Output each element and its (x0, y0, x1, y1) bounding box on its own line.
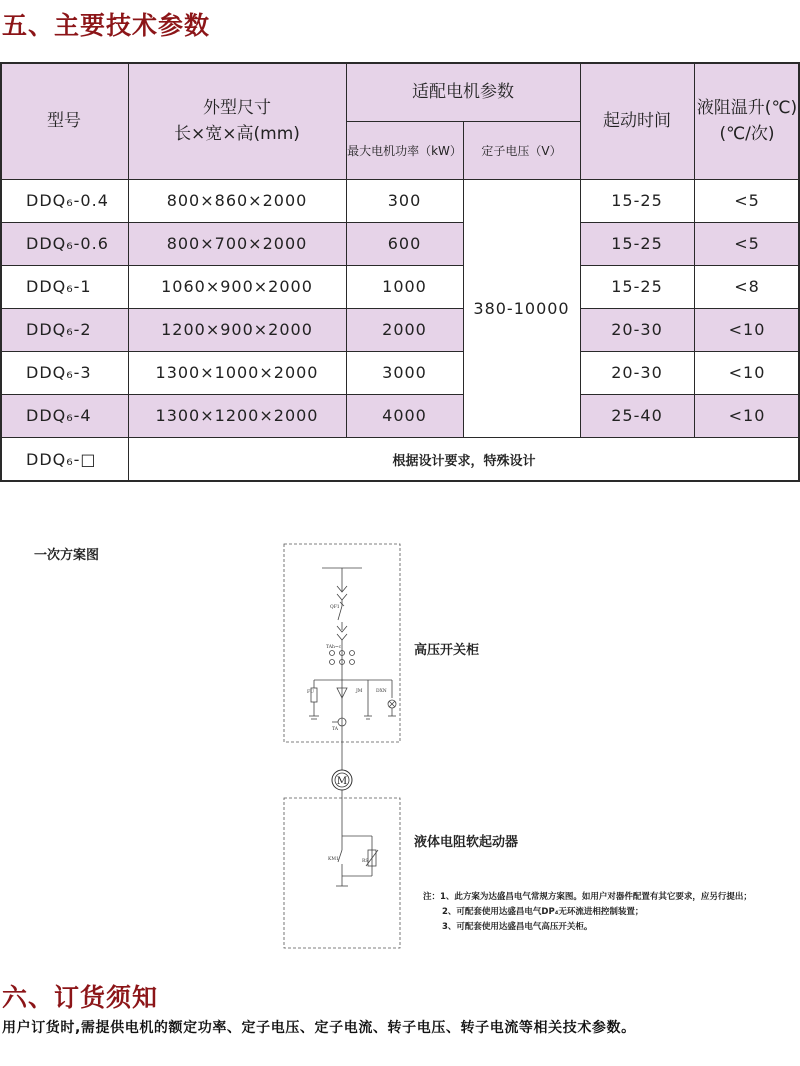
row-2-size: 1060×900×2000 (128, 265, 346, 308)
grid-line (463, 121, 464, 437)
grid-line (346, 62, 347, 437)
row-3-size: 1200×900×2000 (128, 308, 346, 351)
km-label: KM1 (328, 857, 339, 862)
row-3-temp: <10 (694, 308, 800, 351)
fu-label: FU (307, 690, 314, 695)
header-stator-voltage: 定子电压（V） (463, 121, 580, 179)
row-3-time: 20-30 (580, 308, 694, 351)
row-5-temp: <10 (694, 394, 800, 437)
grid-line (580, 265, 800, 266)
plug-bottom2 (337, 634, 347, 640)
row-0-size: 800×860×2000 (128, 179, 346, 222)
row-4-power: 3000 (346, 351, 463, 394)
hv-cabinet-label: 高压开关柜 (414, 643, 480, 658)
grid-line (0, 437, 800, 438)
row-2-model: DDQ₆-1 (0, 265, 128, 308)
row-4-time: 20-30 (580, 351, 694, 394)
dxn-label: DXN (376, 689, 387, 694)
grid-line (0, 222, 463, 223)
grid-line (0, 265, 463, 266)
header-size-line2: 长×宽×高(mm) (174, 123, 300, 144)
row-1-time: 15-25 (580, 222, 694, 265)
row-0-time: 15-25 (580, 179, 694, 222)
ta-label: TA (332, 727, 339, 732)
ka-label: TAh~c (326, 645, 342, 650)
grid-line (580, 308, 800, 309)
diagram-notes (423, 890, 752, 935)
grid-line (0, 179, 800, 180)
row-2-time: 15-25 (580, 265, 694, 308)
section-5-title: 五、主要技术参数 (2, 11, 211, 40)
row-0-model: DDQ₆-0.4 (0, 179, 128, 222)
note-3: 3、可配套使用达盛昌电气高压开关柜。 (442, 922, 593, 932)
section-6-title: 六、订货须知 (2, 983, 159, 1012)
row-2-power: 1000 (346, 265, 463, 308)
row-4-model: DDQ₆-3 (0, 351, 128, 394)
header-temp-line2: (℃/次) (719, 123, 775, 144)
grid-line (0, 62, 2, 481)
spec-table (0, 62, 800, 481)
rs-label: RS (362, 859, 369, 864)
grid-line (694, 62, 695, 437)
row-4-temp: <10 (694, 351, 800, 394)
starter-label: 液体电阻软起动器 (414, 835, 519, 850)
row-1-temp: <5 (694, 222, 800, 265)
row-2-temp: <8 (694, 265, 800, 308)
voltage-merged: 380-10000 (463, 179, 580, 437)
note-2: 2、可配套使用达盛昌电气DP₄无环流进相控制装置； (442, 907, 644, 917)
note-1: 注：1、此方案为达盛昌电气常规方案图。如用户对器件配置有其它要求，应另行提出； (423, 892, 752, 902)
plug-top2 (337, 594, 347, 600)
grid-line (0, 394, 463, 395)
custom-row-model: DDQ₆-□ (0, 437, 128, 481)
row-3-power: 2000 (346, 308, 463, 351)
grid-line (128, 62, 129, 481)
qf-label: QF1 (330, 605, 340, 610)
row-5-model: DDQ₆-4 (0, 394, 128, 437)
header-model: 型号 (0, 62, 128, 179)
grid-line (0, 62, 800, 64)
header-size (128, 62, 346, 179)
grid-line (0, 308, 463, 309)
row-0-power: 300 (346, 179, 463, 222)
row-3-model: DDQ₆-2 (0, 308, 128, 351)
row-5-time: 25-40 (580, 394, 694, 437)
diagram-title: 一次方案图 (34, 548, 100, 563)
grid-line (0, 351, 463, 352)
row-4-size: 1300×1000×2000 (128, 351, 346, 394)
row-5-power: 4000 (346, 394, 463, 437)
grid-line (580, 222, 800, 223)
row-1-power: 600 (346, 222, 463, 265)
grid-line (580, 394, 800, 395)
grid-line (580, 351, 800, 352)
order-instructions: 用户订货时,需提供电机的额定功率、定子电压、定子电流、转子电压、转子电流等相关技术参数。 (2, 1020, 636, 1036)
header-max-power: 最大电机功率（kW） (346, 121, 463, 179)
grid-line (580, 62, 581, 437)
header-start-time: 起动时间 (580, 62, 694, 179)
custom-row-note: 根据设计要求，特殊设计 (128, 437, 800, 481)
row-0-temp: <5 (694, 179, 800, 222)
row-1-size: 800×700×2000 (128, 222, 346, 265)
grid-line (0, 480, 800, 482)
row-1-model: DDQ₆-0.6 (0, 222, 128, 265)
jm-label: JM (356, 689, 363, 694)
grid-line (798, 62, 800, 481)
motor-label: M (336, 776, 348, 787)
row-5-size: 1300×1200×2000 (128, 394, 346, 437)
single-line-diagram (280, 540, 410, 950)
header-motor-params: 适配电机参数 (346, 62, 580, 121)
header-temp-line1: 液阻温升(℃) (696, 97, 798, 118)
header-size-line1: 外型尺寸 (203, 97, 271, 118)
header-temp-rise (694, 62, 800, 179)
